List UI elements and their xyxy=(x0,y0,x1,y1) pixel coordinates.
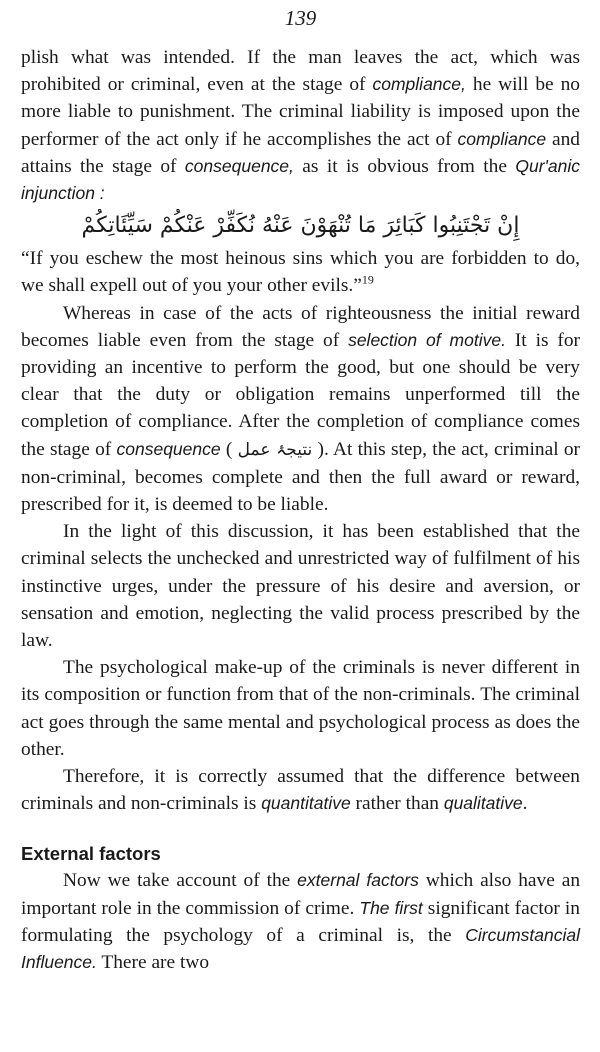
footnote-marker: 19 xyxy=(361,272,374,287)
paragraph-1: plish what was intended. If the man leaves the act, which was prohibited or criminal, even at the stage of compliance, he will be no more liable to punishment. The criminal liability is imposed upon the performer of the act only if he accomplishes the act of compliance and attains the stage of consequence, as it is obvious from the Qur'anic injunction : xyxy=(21,47,580,204)
paragraph-6: Therefore, it is correctly assumed that the difference between criminals and non-criminals is quantitative rather than qualitative. xyxy=(21,766,580,815)
emphasis-consequence-2: consequence xyxy=(116,438,221,459)
paragraph-7: Now we take account of the external factors which also have an important role in the commission of crime. The first significant factor in formulating the psychology of a criminal is, the Circumstancial Influence. There are two xyxy=(21,870,581,974)
emphasis-quranic-injunction: Qur'anic injunction : xyxy=(21,155,580,204)
section-heading: External factors xyxy=(21,843,161,865)
paragraph-5: The psychological make-up of the criminals is never different in its composition or function from that of the non-criminals. The criminal act goes through the same mental and psychological process as does the other. xyxy=(21,657,580,760)
paragraph-2-translation: “If you eschew the most heinous sins which you are forbidden to do, we shall expell out of you your other evils.”$^{19}$ xyxy=(21,248,580,297)
emphasis-the-first: The first xyxy=(359,897,423,918)
emphasis-compliance: compliance, xyxy=(372,74,466,95)
emphasis-quantitative: quantitative xyxy=(261,793,351,814)
emphasis-selection-of-motive: selection of motive. xyxy=(348,329,506,350)
emphasis-circumstancial-influence: Circumstancial Influence. xyxy=(21,924,580,973)
emphasis-external-factors: external factors xyxy=(297,870,419,891)
emphasis-compliance-2: compliance xyxy=(457,128,547,149)
arabic-verse: إِنْ تَجْتَنِبُوا كَبَائِرَ مَا تُنْهَوْنَ عَنْهُ نُكَفِّرْ عَنْكُمْ سَيِّئَاتِكُمْ xyxy=(81,213,520,239)
paragraph-3: Whereas in case of the acts of righteousness the initial reward becomes liable even from the stage of selection of motive. It is for providing an incentive to perform the good, but one should be very clear that the duty or obligation remains unperformed till the completion of compliance. After the completion of compliance comes the stage of consequence ( نتيجۂ عمل ). At this step, the act, criminal or non-criminal, becomes complete and then the full award or reward, prescribed for it, is deemed to be liable. xyxy=(21,302,581,516)
paragraph-4: In the light of this discussion, it has been established that the criminal selects the unchecked and unrestricted way of fulfilment of his instinctive urges, under the pressure of his desire and aversion, or sensation and emotion, neglecting the valid process prescribed by the law. xyxy=(21,521,580,652)
page-number: 139 xyxy=(284,6,317,30)
arabic-inline-term: نتيجۂ عمل xyxy=(237,439,313,460)
emphasis-consequence: consequence, xyxy=(184,155,294,176)
emphasis-qualitative: qualitative xyxy=(443,793,523,814)
